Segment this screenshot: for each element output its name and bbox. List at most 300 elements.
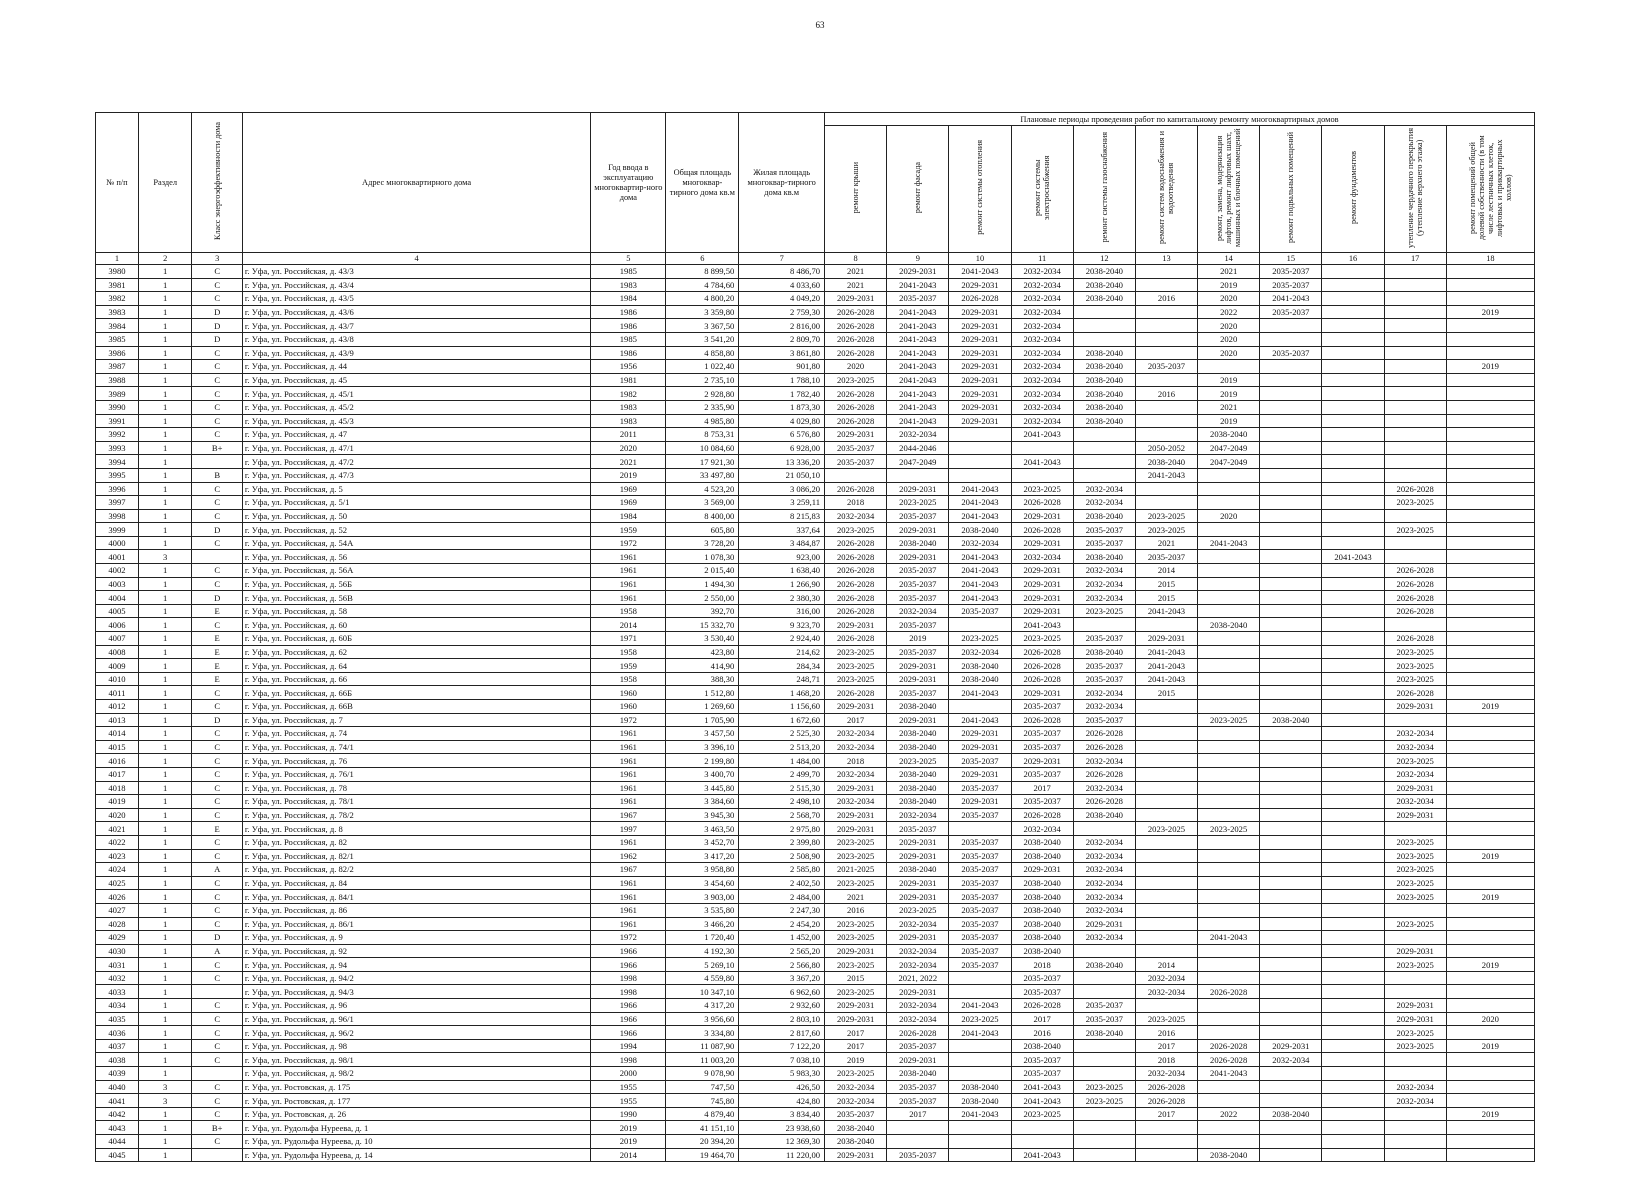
table-cell: 12 369,30 [739, 1135, 825, 1149]
table-cell [1322, 1012, 1384, 1026]
table-cell: A [192, 944, 242, 958]
table-cell: 2038-2040 [1260, 1107, 1322, 1121]
table-cell [1446, 332, 1534, 346]
header-section: Раздел [138, 113, 192, 253]
table-cell: г. Уфа, ул. Российская, д. 82/2 [242, 863, 590, 877]
table-cell: 2032-2034 [887, 1012, 949, 1026]
header-living-area: Жилая площадь многоквар-тирного дома кв.м [739, 113, 825, 253]
table-cell [1198, 903, 1260, 917]
table-cell: 9 078,90 [666, 1067, 739, 1081]
table-row [96, 305, 1535, 319]
table-cell: 1958 [591, 672, 666, 686]
table-cell: 2035-2037 [949, 944, 1011, 958]
table-cell [1135, 727, 1197, 741]
table-cell: 2032-2034 [1135, 985, 1197, 999]
table-cell: 2035-2037 [887, 591, 949, 605]
table-cell: 2 508,90 [739, 849, 825, 863]
table-cell: 2035-2037 [949, 781, 1011, 795]
table-cell: 2029-2031 [949, 727, 1011, 741]
table-cell: 4034 [96, 999, 139, 1013]
table-cell: C [192, 903, 242, 917]
table-cell: 2022 [1198, 1107, 1260, 1121]
table-cell: 2041-2043 [887, 346, 949, 360]
table-cell [1198, 971, 1260, 985]
table-cell: 2029-2031 [1011, 509, 1073, 523]
table-cell [1073, 332, 1135, 346]
table-cell [1260, 659, 1322, 673]
table-cell: 3 541,20 [666, 332, 739, 346]
table-cell: B [192, 468, 242, 482]
table-cell [1260, 781, 1322, 795]
table-cell: 414,90 [666, 659, 739, 673]
table-cell [1260, 468, 1322, 482]
table-cell [1260, 740, 1322, 754]
table-cell: 2023-2025 [1135, 509, 1197, 523]
table-cell: D [192, 523, 242, 537]
table-cell: 2041-2043 [887, 360, 949, 374]
table-row [96, 346, 1535, 360]
table-cell: C [192, 727, 242, 741]
table-cell [1446, 278, 1534, 292]
table-cell: 2035-2037 [1011, 727, 1073, 741]
table-cell: 2023-2025 [825, 373, 887, 387]
table-cell: 2038-2040 [1198, 618, 1260, 632]
table-cell: 4002 [96, 564, 139, 578]
table-cell [1446, 944, 1534, 958]
table-cell: г. Уфа, ул. Российская, д. 82/1 [242, 849, 590, 863]
table-cell [1384, 468, 1446, 482]
table-cell [1260, 754, 1322, 768]
table-cell: 4023 [96, 849, 139, 863]
table-cell [1384, 265, 1446, 279]
table-cell: 2019 [1198, 278, 1260, 292]
table-cell: 1961 [591, 835, 666, 849]
table-cell [1446, 468, 1534, 482]
table-cell [1198, 958, 1260, 972]
column-number: 8 [825, 253, 887, 265]
table-cell [1322, 1067, 1384, 1081]
table-cell: 2032-2034 [1073, 835, 1135, 849]
table-cell [1322, 999, 1384, 1013]
table-cell: 3 945,30 [666, 808, 739, 822]
table-cell: 2 809,70 [739, 332, 825, 346]
table-cell: г. Уфа, ул. Российская, д. 66Б [242, 686, 590, 700]
table-cell [1073, 1107, 1135, 1121]
header-work-3 [949, 126, 1011, 253]
table-cell [1135, 808, 1197, 822]
table-cell: 2021 [1135, 536, 1197, 550]
table-cell: 5 983,30 [739, 1067, 825, 1081]
table-cell [949, 971, 1011, 985]
table-cell [1384, 713, 1446, 727]
table-cell: 1 [138, 455, 192, 469]
header-work-text: ремонт крыши [851, 161, 861, 214]
table-cell [1260, 482, 1322, 496]
table-cell: 3998 [96, 509, 139, 523]
table-cell: 33 497,80 [666, 468, 739, 482]
table-cell: 2032-2034 [825, 1080, 887, 1094]
table-cell: 2032-2034 [1073, 564, 1135, 578]
table-cell [1260, 1067, 1322, 1081]
table-cell [1135, 740, 1197, 754]
table-cell [1260, 632, 1322, 646]
table-cell [1198, 468, 1260, 482]
table-cell: 1958 [591, 645, 666, 659]
table-cell: 2026-2028 [1135, 1080, 1197, 1094]
table-cell [1446, 523, 1534, 537]
table-cell: 2023-2025 [1011, 1107, 1073, 1121]
table-cell: 2023-2025 [1384, 659, 1446, 673]
table-cell [1322, 577, 1384, 591]
table-cell: 2035-2037 [1073, 523, 1135, 537]
table-cell: 2 932,60 [739, 999, 825, 1013]
table-cell: 2018 [1011, 958, 1073, 972]
table-cell: 2 380,30 [739, 591, 825, 605]
table-cell: 1998 [591, 971, 666, 985]
table-cell: г. Уфа, ул. Российская, д. 45/3 [242, 414, 590, 428]
table-cell: 2017 [1135, 1039, 1197, 1053]
table-cell: 2029-2031 [949, 767, 1011, 781]
table-cell [1322, 700, 1384, 714]
table-cell [1260, 550, 1322, 564]
table-row [96, 808, 1535, 822]
table-cell: 2021 [1198, 265, 1260, 279]
table-cell: г. Уфа, ул. Российская, д. 56А [242, 564, 590, 578]
table-cell: 1972 [591, 536, 666, 550]
table-cell: 2 015,40 [666, 564, 739, 578]
column-number: 1 [96, 253, 139, 265]
table-cell: C [192, 536, 242, 550]
table-cell: C [192, 373, 242, 387]
table-cell: 1 [138, 265, 192, 279]
table-cell [1260, 564, 1322, 578]
table-cell [1446, 917, 1534, 931]
table-cell: 1 [138, 795, 192, 809]
table-cell: 2026-2028 [825, 319, 887, 333]
table-cell: 19 464,70 [666, 1148, 739, 1162]
table-cell: 1 [138, 999, 192, 1013]
table-cell: 2041-2043 [1011, 1148, 1073, 1162]
table-cell: 4020 [96, 808, 139, 822]
table-cell [1260, 917, 1322, 931]
table-cell: 2029-2031 [1135, 632, 1197, 646]
table-cell: 2041-2043 [1011, 1094, 1073, 1108]
header-work-5 [1073, 126, 1135, 253]
table-cell: г. Уфа, ул. Российская, д. 47 [242, 428, 590, 442]
table-cell: г. Уфа, ул. Российская, д. 96/2 [242, 1026, 590, 1040]
column-number: 11 [1011, 253, 1073, 265]
header-work-text: ремонт системы электроснабжения [1033, 155, 1052, 220]
table-cell [1322, 414, 1384, 428]
table-cell: 2038-2040 [1011, 835, 1073, 849]
table-cell: 1 [138, 781, 192, 795]
table-cell: 3 463,50 [666, 822, 739, 836]
table-cell [1135, 265, 1197, 279]
table-cell: 1961 [591, 781, 666, 795]
table-cell: 2023-2025 [1384, 496, 1446, 510]
table-cell: 4 985,80 [666, 414, 739, 428]
table-cell [1198, 700, 1260, 714]
table-cell [1260, 672, 1322, 686]
table-cell: 2038-2040 [825, 1135, 887, 1149]
table-cell [949, 1135, 1011, 1149]
table-cell [1073, 1039, 1135, 1053]
table-cell: 4 559,80 [666, 971, 739, 985]
table-cell: 2032-2034 [1260, 1053, 1322, 1067]
table-cell: A [192, 863, 242, 877]
table-body [96, 265, 1535, 1162]
table-cell: 1955 [591, 1080, 666, 1094]
table-cell: C [192, 1094, 242, 1108]
table-cell [1260, 400, 1322, 414]
table-cell: 4033 [96, 985, 139, 999]
table-cell: 2023-2025 [825, 876, 887, 890]
table-cell: 1 [138, 496, 192, 510]
table-cell: 2041-2043 [949, 577, 1011, 591]
table-cell [1322, 863, 1384, 877]
table-cell: 3 445,80 [666, 781, 739, 795]
table-cell: 2023-2025 [825, 523, 887, 537]
table-cell: 2029-2031 [949, 795, 1011, 809]
table-cell: 2026-2028 [825, 591, 887, 605]
table-cell: 4036 [96, 1026, 139, 1040]
table-cell: 2038-2040 [949, 659, 1011, 673]
table-cell [1260, 360, 1322, 374]
table-cell: 2029-2031 [1011, 564, 1073, 578]
table-cell: 2032-2034 [825, 1094, 887, 1108]
table-cell: 2 399,80 [739, 835, 825, 849]
table-cell [1322, 468, 1384, 482]
table-cell [1322, 482, 1384, 496]
table-cell: 4039 [96, 1067, 139, 1081]
table-cell: 1 [138, 428, 192, 442]
table-cell: 4031 [96, 958, 139, 972]
table-row [96, 332, 1535, 346]
table-cell: г. Уфа, ул. Российская, д. 92 [242, 944, 590, 958]
table-cell [1446, 985, 1534, 999]
table-cell: 2016 [1011, 1026, 1073, 1040]
table-cell [949, 1121, 1011, 1135]
table-cell: 3993 [96, 441, 139, 455]
table-cell: 1961 [591, 564, 666, 578]
table-cell: 2032-2034 [1073, 686, 1135, 700]
table-cell: 2032-2034 [1011, 360, 1073, 374]
table-cell: г. Уфа, ул. Российская, д. 86/1 [242, 917, 590, 931]
table-row [96, 577, 1535, 591]
table-cell: 2026-2028 [1384, 632, 1446, 646]
table-cell: 2023-2025 [1011, 482, 1073, 496]
table-cell: 2023-2025 [1384, 876, 1446, 890]
table-cell: 2035-2037 [1073, 632, 1135, 646]
table-cell: 2035-2037 [1011, 1067, 1073, 1081]
table-cell: 4027 [96, 903, 139, 917]
table-cell: D [192, 931, 242, 945]
table-cell [1446, 373, 1534, 387]
table-cell: 1966 [591, 944, 666, 958]
table-cell: 2032-2034 [1384, 767, 1446, 781]
table-cell: г. Уфа, ул. Российская, д. 45/2 [242, 400, 590, 414]
table-cell [1198, 917, 1260, 931]
table-cell: 2041-2043 [887, 414, 949, 428]
table-row [96, 1012, 1535, 1026]
table-cell: 2029-2031 [1011, 863, 1073, 877]
column-number: 6 [666, 253, 739, 265]
table-cell: E [192, 604, 242, 618]
table-cell: 2038-2040 [1198, 428, 1260, 442]
table-cell: 2026-2028 [1384, 482, 1446, 496]
table-cell [1073, 618, 1135, 632]
table-cell [1198, 645, 1260, 659]
table-cell: 2 550,00 [666, 591, 739, 605]
table-cell: 2020 [1446, 1012, 1534, 1026]
table-cell: 2 402,50 [739, 876, 825, 890]
table-cell [1322, 958, 1384, 972]
table-cell [1135, 754, 1197, 768]
table-cell: 2026-2028 [825, 536, 887, 550]
table-cell [1322, 1148, 1384, 1162]
table-cell: г. Уфа, ул. Российская, д. 78 [242, 781, 590, 795]
table-cell [1135, 713, 1197, 727]
table-cell [1446, 1067, 1534, 1081]
table-cell: 1 [138, 577, 192, 591]
table-cell: 2035-2037 [1073, 1012, 1135, 1026]
table-cell: 1998 [591, 985, 666, 999]
table-cell [1073, 455, 1135, 469]
table-cell [1384, 332, 1446, 346]
table-cell [1260, 944, 1322, 958]
table-cell: 2021 [825, 265, 887, 279]
table-cell [1260, 373, 1322, 387]
table-row [96, 1094, 1535, 1108]
table-cell [1322, 591, 1384, 605]
table-cell: 1 078,30 [666, 550, 739, 564]
table-cell: г. Уфа, ул. Российская, д. 43/7 [242, 319, 590, 333]
table-cell: 901,80 [739, 360, 825, 374]
table-cell [1260, 536, 1322, 550]
table-cell: 1990 [591, 1107, 666, 1121]
header-address: Адрес многоквартирного дома [242, 113, 590, 253]
table-cell [1384, 346, 1446, 360]
table-cell: 1 [138, 849, 192, 863]
table-cell [1322, 441, 1384, 455]
table-cell: 2029-2031 [949, 346, 1011, 360]
table-cell: 2021 [825, 278, 887, 292]
table-cell: 3987 [96, 360, 139, 374]
table-cell: 2026-2028 [825, 632, 887, 646]
header-year: Год ввода в эксплуатацию многоквартир-ного дома [591, 113, 666, 253]
table-cell: 2019 [1446, 890, 1534, 904]
table-cell: 2032-2034 [1011, 822, 1073, 836]
column-number: 15 [1260, 253, 1322, 265]
table-cell: 2032-2034 [825, 727, 887, 741]
table-cell: 2 975,80 [739, 822, 825, 836]
table-cell: 2035-2037 [887, 822, 949, 836]
table-cell [1073, 428, 1135, 442]
table-cell: 2019 [591, 468, 666, 482]
table-cell: 2 565,20 [739, 944, 825, 958]
table-cell [1446, 822, 1534, 836]
table-cell: 1 [138, 686, 192, 700]
table-cell [1322, 849, 1384, 863]
table-cell: 2041-2043 [887, 400, 949, 414]
table-cell [1384, 550, 1446, 564]
table-cell: 1972 [591, 931, 666, 945]
table-cell: 2041-2043 [949, 550, 1011, 564]
table-cell: C [192, 808, 242, 822]
table-cell [1322, 808, 1384, 822]
table-cell: 6 576,80 [739, 428, 825, 442]
table-cell: C [192, 958, 242, 972]
table-cell [1198, 727, 1260, 741]
table-cell: г. Уфа, ул. Российская, д. 5/1 [242, 496, 590, 510]
table-cell: 1 512,80 [666, 686, 739, 700]
table-cell: 1 [138, 468, 192, 482]
table-cell: 3997 [96, 496, 139, 510]
table-cell: 2026-2028 [1198, 985, 1260, 999]
table-cell [1073, 822, 1135, 836]
table-cell: 2023-2025 [825, 672, 887, 686]
table-cell: 2029-2031 [949, 387, 1011, 401]
table-cell: 1 [138, 645, 192, 659]
table-cell: 9 323,70 [739, 618, 825, 632]
table-cell: 2041-2043 [1198, 536, 1260, 550]
table-cell: 1 788,10 [739, 373, 825, 387]
table-cell: C [192, 387, 242, 401]
table-cell: 2014 [1135, 564, 1197, 578]
table-cell: 7 038,10 [739, 1053, 825, 1067]
table-cell: 2026-2028 [1011, 713, 1073, 727]
table-cell: 3 396,10 [666, 740, 739, 754]
table-cell [1384, 985, 1446, 999]
page-number: 63 [815, 20, 825, 30]
table-cell: 2023-2025 [825, 958, 887, 972]
table-cell: B+ [192, 441, 242, 455]
table-cell: 4025 [96, 876, 139, 890]
table-cell: 1 [138, 713, 192, 727]
table-cell: 3980 [96, 265, 139, 279]
table-cell: 4021 [96, 822, 139, 836]
table-cell: г. Уфа, ул. Российская, д. 76 [242, 754, 590, 768]
table-cell: 1 [138, 1012, 192, 1026]
table-cell [1384, 400, 1446, 414]
table-cell: 4001 [96, 550, 139, 564]
table-cell [1446, 564, 1534, 578]
table-cell: 1 [138, 1121, 192, 1135]
table-cell: 2021, 2022 [887, 971, 949, 985]
table-cell: 2035-2037 [1011, 985, 1073, 999]
table-cell: 423,80 [666, 645, 739, 659]
table-cell [1198, 672, 1260, 686]
header-work-4 [1011, 126, 1073, 253]
table-cell [1011, 1135, 1073, 1149]
table-row [96, 931, 1535, 945]
table-cell: 1 782,40 [739, 387, 825, 401]
table-cell [1446, 999, 1534, 1013]
table-cell: 2032-2034 [1011, 292, 1073, 306]
table-cell [1011, 1121, 1073, 1135]
table-cell [949, 441, 1011, 455]
table-cell: 2026-2028 [1011, 672, 1073, 686]
table-cell: 4022 [96, 835, 139, 849]
table-cell: 2038-2040 [1260, 713, 1322, 727]
table-cell [1198, 767, 1260, 781]
table-cell: 1961 [591, 767, 666, 781]
header-work-text: ремонт фасада [913, 161, 923, 214]
table-cell: 2026-2028 [1011, 523, 1073, 537]
table-cell [1322, 903, 1384, 917]
table-cell: 2032-2034 [1011, 305, 1073, 319]
repair-schedule-table [95, 112, 1535, 1162]
